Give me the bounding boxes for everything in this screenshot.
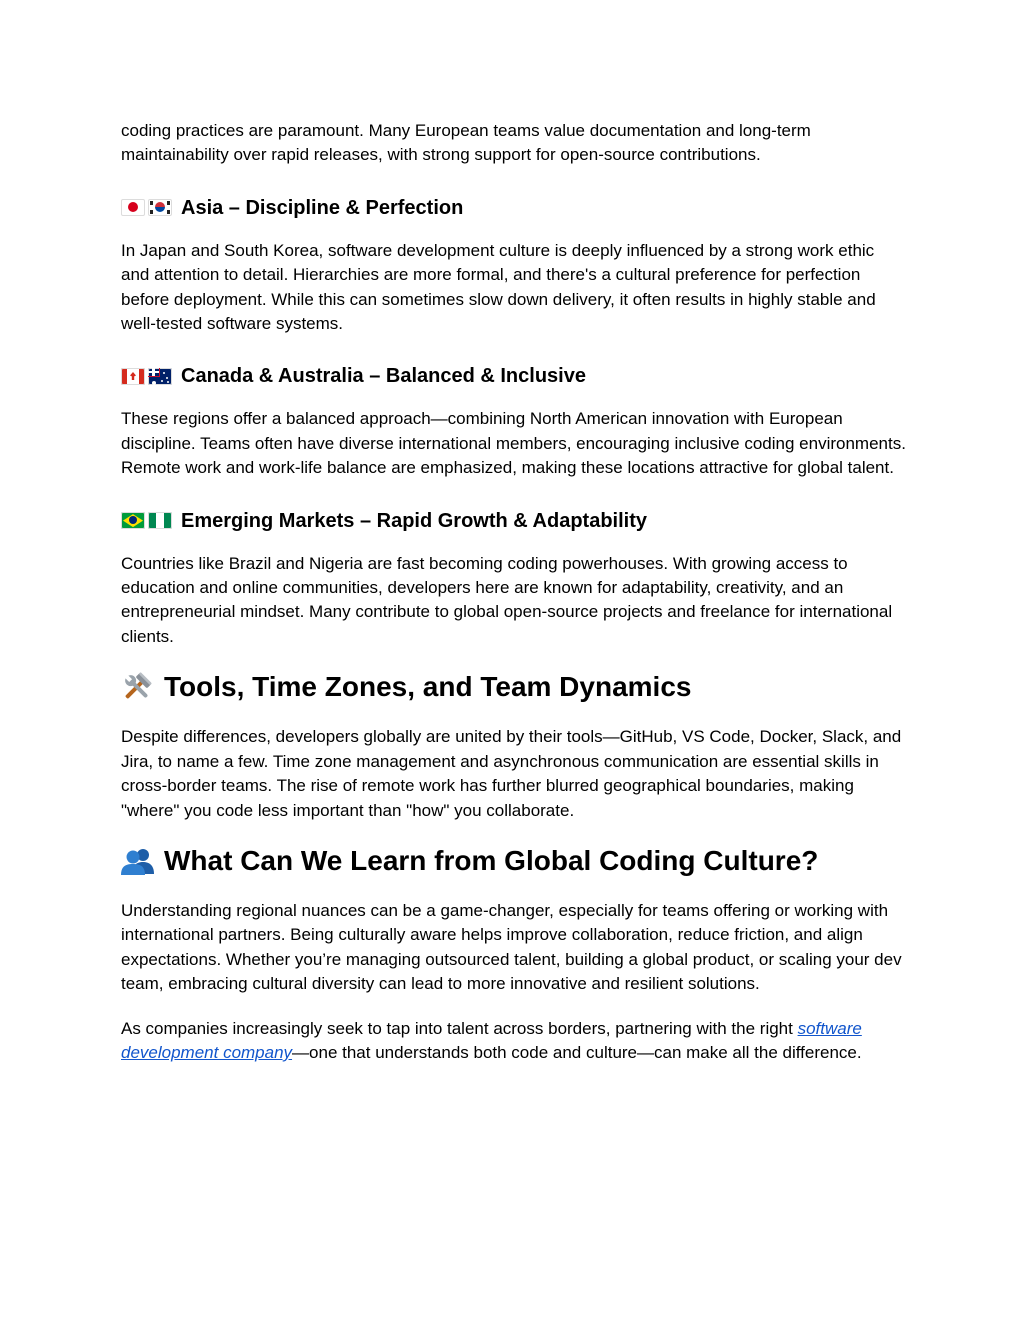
software-development-company-link[interactable]: software development company	[121, 1018, 862, 1062]
learn-heading-text: What Can We Learn from Global Coding Culture?	[164, 844, 819, 876]
canada-flag-icon	[121, 368, 145, 385]
asia-flags	[121, 199, 175, 216]
canada-australia-paragraph: These regions offer a balanced approach—combining North American innovation with European discipline. Teams often have diverse international members, encouraging inclusive coding environments. Remote work and work-life balance are emphasized, making these locations attractive for global talent.	[121, 409, 906, 478]
emerging-markets-paragraph: Countries like Brazil and Nigeria are fast becoming coding powerhouses. With growing access to education and online communities, developers here are known for adaptability, creativity, and an entrepreneurial mindset. Many contribute to global open-source projects and freelance for international clients.	[121, 553, 893, 646]
closing-text-before: As companies increasingly seek to tap into talent across borders, partnering with the right	[121, 1018, 798, 1038]
asia-heading	[121, 195, 907, 221]
hammer-and-wrench-icon	[121, 671, 153, 703]
closing-text-after: —one that understands both code and culture—can make all the difference.	[292, 1042, 862, 1062]
australia-flag-icon	[148, 368, 172, 385]
emerging-markets-heading-text: Emerging Markets – Rapid Growth & Adaptability	[181, 509, 647, 532]
canada-australia-flags	[121, 368, 175, 385]
busts-in-silhouette-icon	[121, 846, 155, 876]
canada-australia-heading-text: Canada & Australia – Balanced & Inclusive	[181, 365, 586, 388]
emerging-markets-heading	[121, 508, 907, 534]
japan-flag-icon	[121, 199, 145, 216]
tools-heading	[121, 669, 907, 705]
asia-heading-text: Asia – Discipline & Perfection	[181, 196, 464, 219]
learn-paragraph: Understanding regional nuances can be a game-changer, especially for teams offering or working with international partners. Being culturally aware helps improve collaboration, reduce friction, and align expectations. Whether you’re managing outsourced talent, building a global product, or scaling your dev team, embracing cultural diversity can lead to more innovative and resilient solutions.	[121, 900, 902, 994]
canada-australia-heading	[121, 363, 907, 389]
intro-continuation-paragraph: coding practices are paramount. Many European teams value documentation and long-term maintainability over rapid releases, with strong support for open-source contributions.	[121, 121, 811, 165]
tools-paragraph: Despite differences, developers globally are united by their tools—GitHub, VS Code, Docker, Slack, and Jira, to name a few. Time zone management and asynchronous communication are essential skills in cross-border teams. The rise of remote work has further blurred geographical boundaries, making "where" you code less important than "how" you collaborate.	[121, 727, 902, 820]
south-korea-flag-icon	[148, 199, 172, 216]
emerging-markets-flags	[121, 512, 175, 529]
nigeria-flag-icon	[148, 512, 172, 529]
asia-paragraph: In Japan and South Korea, software development culture is deeply influenced by a strong work ethic and attention to detail. Hierarchies are more formal, and there's a cultural preference for perfection before deployment. While this can sometimes slow down delivery, it often results in highly stable and well-tested software systems.	[121, 240, 876, 334]
document-page	[121, 119, 907, 1065]
brazil-flag-icon	[121, 512, 145, 529]
learn-heading	[121, 843, 907, 879]
tools-heading-text: Tools, Time Zones, and Team Dynamics	[164, 671, 692, 703]
closing-paragraph	[121, 1017, 907, 1066]
